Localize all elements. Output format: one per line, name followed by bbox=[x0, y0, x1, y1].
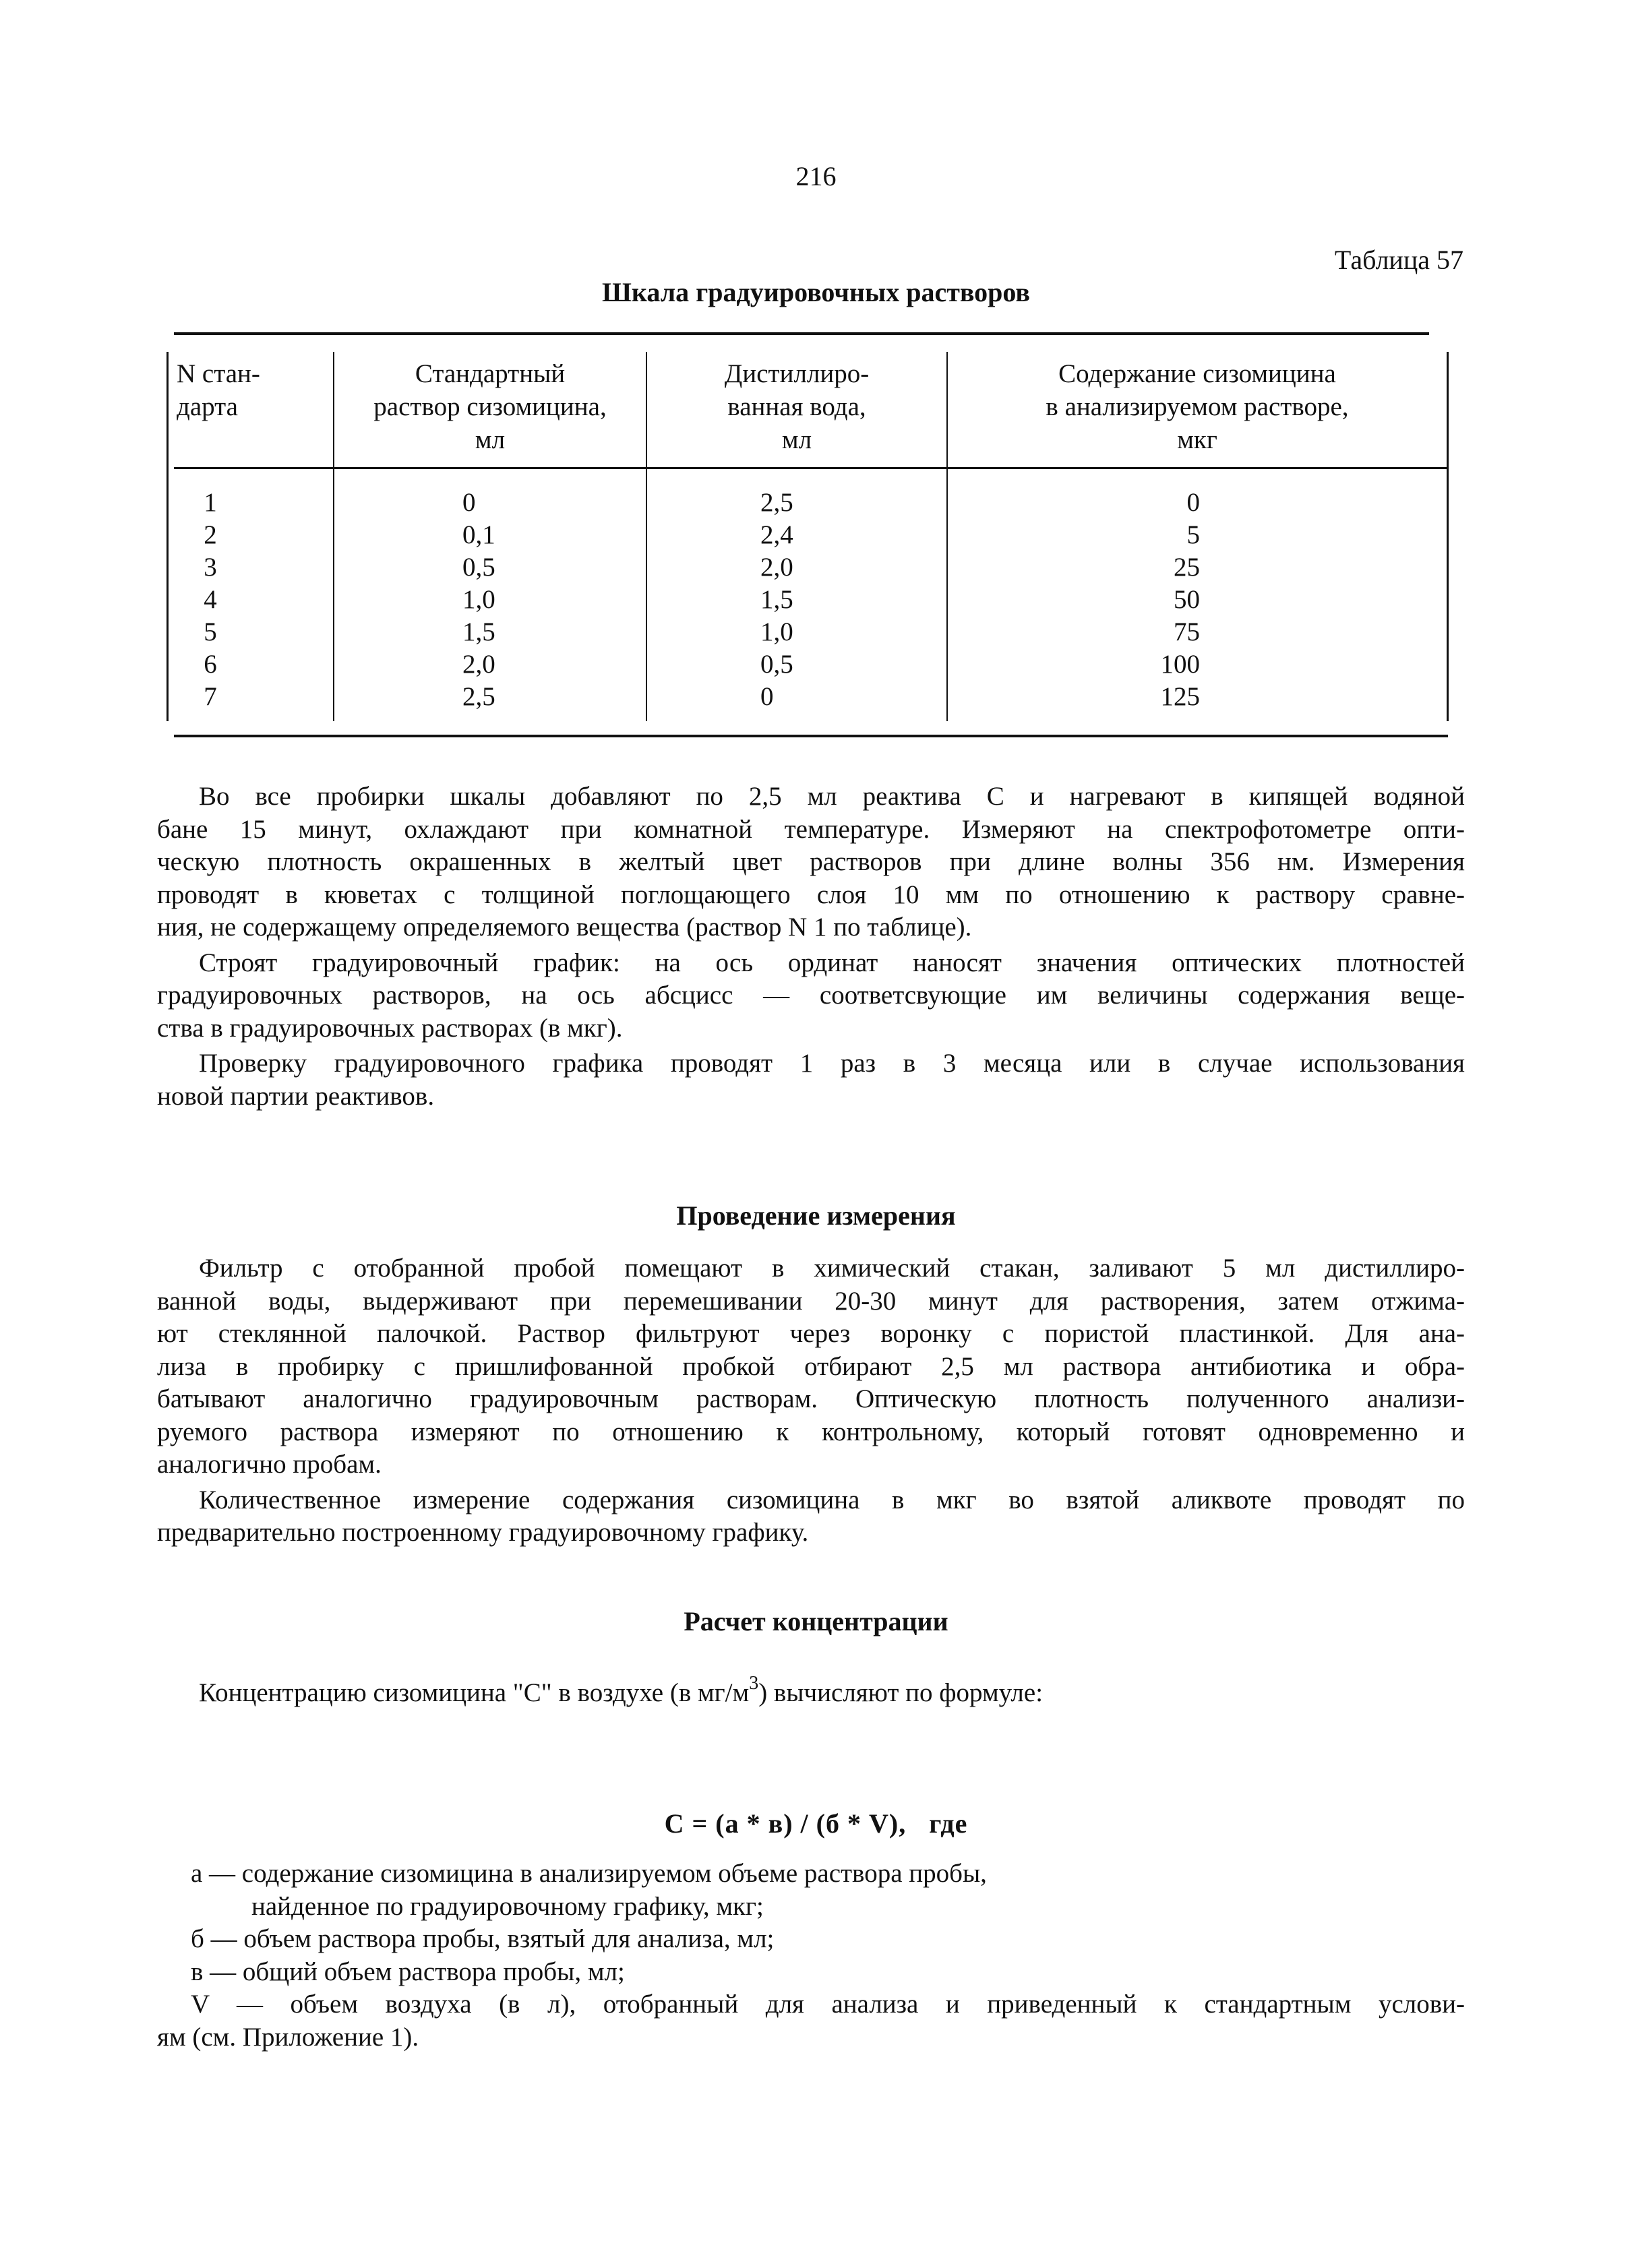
header-standard-solution bbox=[334, 357, 646, 456]
header-line: Содержание сизомицина bbox=[1058, 359, 1336, 388]
table-cell: 0 bbox=[1186, 488, 1200, 517]
paragraph bbox=[157, 947, 1465, 1045]
calibration-text bbox=[157, 780, 1465, 1113]
intro-text: Концентрацию сизомицина "С" в воздухе (в мг/м bbox=[199, 1678, 750, 1707]
measurement-text bbox=[157, 1252, 1465, 1550]
definition-a: а — содержание сизомицина в анализируемом объеме раствора пробы, bbox=[191, 1859, 987, 1888]
table-cell: 1,0 bbox=[462, 585, 495, 614]
text-line: Проверку градуировочного графика проводят 1 раз в 3 месяца или в случае использования bbox=[199, 1049, 1465, 1078]
paragraph bbox=[157, 780, 1465, 944]
header-content bbox=[948, 357, 1447, 456]
column-content-mcg bbox=[1146, 487, 1200, 713]
table-top-rule bbox=[174, 332, 1429, 335]
table-cell: 1 bbox=[204, 488, 217, 517]
header-line: ванная вода, bbox=[727, 392, 866, 421]
table-title: Шкала градуировочных растворов bbox=[601, 277, 1031, 307]
section-heading-calculation: Расчет концентрации bbox=[684, 1606, 948, 1636]
header-line: мкг bbox=[1177, 425, 1217, 454]
text-line: аналогично пробам. bbox=[157, 1450, 382, 1479]
header-line: N стан- bbox=[177, 359, 260, 388]
table-cell: 0,1 bbox=[462, 520, 495, 549]
table-cell: 100 bbox=[1160, 650, 1200, 679]
definition-V-air-continued: ям (см. Приложение 1). bbox=[157, 2022, 419, 2052]
table-cell: 0,5 bbox=[760, 650, 793, 679]
text-line: ства в градуировочных растворах (в мкг). bbox=[157, 1013, 623, 1043]
header-line: Стандартный bbox=[415, 359, 566, 388]
table-cell: 1,5 bbox=[760, 585, 793, 614]
table-label: Таблица 57 bbox=[1334, 245, 1463, 275]
text-line: Строят градуировочный график: на ось ординат наносят значения оптических плотностей bbox=[199, 948, 1465, 977]
text-line: Во все пробирки шкалы добавляют по 2,5 мл реактива С и нагревают в кипящей водяной bbox=[199, 782, 1465, 811]
text-line: ют стеклянной палочкой. Раствор фильтруют через воронку с пористой пластинкой. Для ана- bbox=[157, 1319, 1465, 1348]
text-line: бане 15 минут, охлаждают при комнатной температуре. Измеряют на спектрофотометре опти- bbox=[157, 814, 1465, 844]
superscript-3: 3 bbox=[749, 1673, 759, 1694]
paragraph bbox=[157, 1047, 1465, 1113]
text-line: руемого раствора измеряют по отношению к контрольному, который готовят одновременно и bbox=[157, 1417, 1465, 1446]
text-line: Количественное измерение содержания сизомицина в мкг во взятой аликвоте проводят по bbox=[199, 1485, 1465, 1514]
table-cell: 2,0 bbox=[462, 650, 495, 679]
table-cell: 2,5 bbox=[760, 488, 793, 517]
formula-where: где bbox=[929, 1808, 968, 1839]
paragraph bbox=[157, 1252, 1465, 1481]
section-heading-measurement: Проведение измерения bbox=[676, 1200, 956, 1231]
table-cell: 0 bbox=[760, 682, 774, 711]
column-water-ml bbox=[760, 487, 814, 713]
table-cell: 2,0 bbox=[760, 553, 793, 582]
paragraph bbox=[157, 1484, 1465, 1550]
column-standard-number bbox=[167, 487, 253, 713]
text-line: Фильтр с отобранной пробой помещают в химический стакан, заливают 5 мл дистиллиро- bbox=[199, 1254, 1465, 1283]
concentration-formula bbox=[0, 1808, 1632, 1839]
text-line: проводят в кюветах с толщиной поглощающего слоя 10 мм по отношению к раствору сравне- bbox=[157, 880, 1465, 909]
definition-V-air: V — объем воздуха (в л), отобранный для анализа и приведенный к стандартным услови- bbox=[191, 1990, 1465, 2019]
table-cell: 50 bbox=[1174, 585, 1200, 614]
page-number: 216 bbox=[795, 161, 837, 191]
table-border-right bbox=[1447, 352, 1449, 721]
column-standard-ml bbox=[462, 487, 516, 713]
text-line: градуировочных растворов, на ось абсцисс — соответсвующие им величины содержания веще- bbox=[157, 981, 1465, 1010]
table-cell: 5 bbox=[1186, 520, 1200, 549]
text-line: ческую плотность окрашенных в желтый цвет растворов при длине волны 356 нм. Измерения bbox=[157, 847, 1465, 876]
table-cell: 0,5 bbox=[462, 553, 495, 582]
definition-b: б — объем раствора пробы, взятый для анализа, мл; bbox=[191, 1924, 775, 1953]
formula-expression: С = (а * в) / (б * V), bbox=[664, 1808, 907, 1839]
table-cell: 75 bbox=[1174, 617, 1200, 646]
text-line: новой партии реактивов. bbox=[157, 1081, 435, 1111]
header-line: мл bbox=[475, 425, 506, 454]
text-line: батывают аналогично градуировочным растворам. Оптическую плотность полученного анализи- bbox=[157, 1384, 1465, 1413]
text-line: ния, не содержащему определяемого вещества (раствор N 1 по таблице). bbox=[157, 913, 972, 942]
header-line: раствор сизомицина, bbox=[373, 392, 607, 421]
intro-text-end: ) вычисляют по формуле: bbox=[758, 1678, 1044, 1707]
formula-definitions bbox=[157, 1858, 1465, 2054]
table-cell: 2 bbox=[204, 520, 217, 549]
table-cell: 25 bbox=[1174, 553, 1200, 582]
table-cell: 3 bbox=[204, 553, 217, 582]
header-line: Дистиллиро- bbox=[724, 359, 870, 388]
table-cell: 5 bbox=[204, 617, 217, 646]
table-cell: 1,5 bbox=[462, 617, 495, 646]
table-cell: 7 bbox=[204, 682, 217, 711]
definition-a-continued: найденное по градуировочному графику, мкг; bbox=[251, 1891, 764, 1921]
table-header-rule bbox=[174, 467, 1448, 469]
table-cell: 6 bbox=[204, 650, 217, 679]
calculation-intro bbox=[157, 1673, 1465, 1710]
header-line: в анализируемом растворе, bbox=[1046, 392, 1349, 421]
header-distilled-water bbox=[647, 357, 946, 456]
table-bottom-rule bbox=[174, 735, 1448, 737]
text-line: предварительно построенному градуировочному графику. bbox=[157, 1518, 809, 1547]
header-line: дарта bbox=[177, 392, 238, 421]
text-line: ванной воды, выдерживают при перемешивании 20-30 минут для растворения, затем отжима- bbox=[157, 1286, 1465, 1316]
table-cell: 0 bbox=[462, 488, 476, 517]
header-standard-number bbox=[177, 357, 325, 423]
table-cell: 2,4 bbox=[760, 520, 793, 549]
table-cell: 125 bbox=[1160, 682, 1200, 711]
definition-v: в — общий объем раствора пробы, мл; bbox=[191, 1957, 625, 1986]
table-cell: 2,5 bbox=[462, 682, 495, 711]
header-line: мл bbox=[781, 425, 812, 454]
table-cell: 1,0 bbox=[760, 617, 793, 646]
text-line: лиза в пробирку с пришлифованной пробкой отбирают 2,5 мл раствора антибиотика и обра- bbox=[157, 1351, 1465, 1381]
table-cell: 4 bbox=[204, 585, 217, 614]
